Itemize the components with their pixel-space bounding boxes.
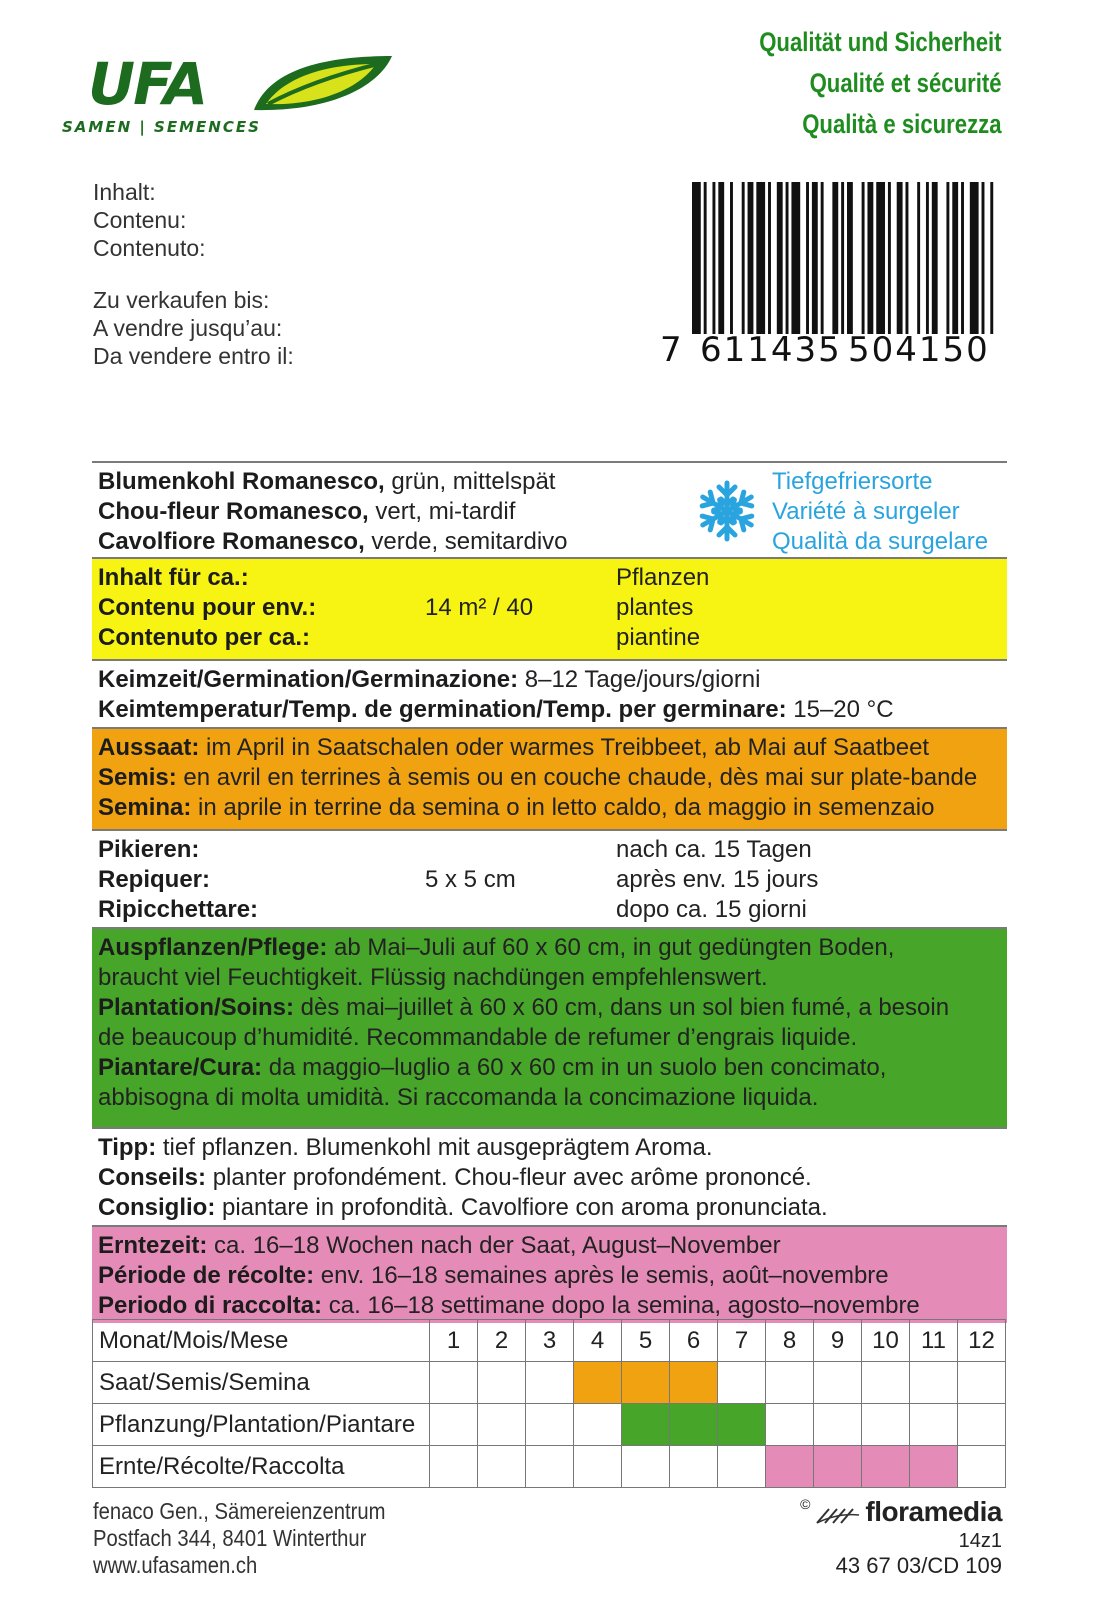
germination-time: Keimzeit/Germination/Germinazione: 8–12 Tage/jours/giorni xyxy=(98,666,761,693)
sell-by-it: Da vendere entro il: xyxy=(93,343,294,369)
month-1: 1 xyxy=(430,1320,478,1362)
calendar-cell-harvest-5 xyxy=(622,1446,670,1488)
tip-de: Tipp: tief pflanzen. Blumenkohl mit ausgeprägtem Aroma. xyxy=(98,1134,713,1161)
sowing-section xyxy=(92,727,1007,829)
barcode-bar xyxy=(841,182,844,334)
content-labels xyxy=(93,178,206,262)
tips-section xyxy=(92,1127,1007,1225)
barcode-bar xyxy=(768,182,771,334)
pricking-time-de: nach ca. 15 Tagen xyxy=(616,836,812,863)
calendar-cell-plant-12 xyxy=(958,1404,1006,1446)
product-title-section xyxy=(92,461,1007,557)
calendar-cell-plant-9 xyxy=(814,1404,862,1446)
frost-fr: Variété à surgeler xyxy=(772,498,960,525)
calendar-cell-harvest-7 xyxy=(718,1446,766,1488)
calendar-cell-sow-6 xyxy=(670,1362,718,1404)
tip-it: Consiglio: piantare in profondità. Cavolfiore con aroma pronunciata. xyxy=(98,1194,828,1221)
planting-de-2: braucht viel Feuchtigkeit. Flüssig nachdüngen empfehlenswert. xyxy=(98,964,768,991)
calendar-cell-sow-4 xyxy=(574,1362,622,1404)
calendar-cell-harvest-3 xyxy=(526,1446,574,1488)
month-4: 4 xyxy=(574,1320,622,1362)
barcode-bar xyxy=(926,182,929,334)
barcode-bar xyxy=(932,182,938,334)
content-label-de: Inhalt: xyxy=(93,179,156,205)
calendar-cell-plant-2 xyxy=(478,1404,526,1446)
calendar-cell-plant-1 xyxy=(430,1404,478,1446)
barcode-bar xyxy=(897,182,903,334)
barcode-bar xyxy=(812,182,818,334)
address-line-1: fenaco Gen., Sämereienzentrum xyxy=(93,1498,386,1524)
planting-fr-2: de beaucoup d’humidité. Recommandable de refumer d’engrais liquide. xyxy=(98,1024,858,1051)
calendar-cell-sow-5 xyxy=(622,1362,670,1404)
pricking-time-it: dopo ca. 15 giorni xyxy=(616,896,807,923)
month-11: 11 xyxy=(910,1320,958,1362)
barcode-bar xyxy=(982,182,985,334)
logo-subtitle: SAMEN | SEMENCES xyxy=(62,118,261,136)
pricking-label-de: Pikieren: xyxy=(98,836,200,863)
calendar-header-row xyxy=(93,1320,1006,1362)
month-10: 10 xyxy=(862,1320,910,1362)
floramedia-credit xyxy=(800,1496,1002,1579)
article-code: 43 67 03/CD 109 xyxy=(835,1553,1002,1578)
pricking-label-it: Ripicchettare: xyxy=(98,896,259,923)
calendar-cell-harvest-12 xyxy=(958,1446,1006,1488)
barcode-bar xyxy=(777,182,783,334)
content-label-it: Contenuto: xyxy=(93,235,206,261)
calendar-header-label: Monat/Mois/Mese xyxy=(93,1320,430,1362)
calendar-cell-plant-7 xyxy=(718,1404,766,1446)
product-line-it: Cavolfiore Romanesco, verde, semitardivo xyxy=(98,528,568,555)
month-7: 7 xyxy=(718,1320,766,1362)
content-amount-label-de: Inhalt für ca.: xyxy=(98,564,249,591)
ufa-logo xyxy=(58,50,358,140)
barcode-bar xyxy=(946,182,949,334)
harvest-it: Periodo di raccolta: ca. 16–18 settimane dopo la semina, agosto–novembre xyxy=(98,1292,920,1319)
barcode-bar xyxy=(961,182,964,334)
growing-calendar xyxy=(92,1319,1006,1488)
product-line-fr: Chou-fleur Romanesco, vert, mi-tardif xyxy=(98,498,516,525)
content-amount-label-fr: Contenu pour env.: xyxy=(98,594,317,621)
pricking-spacing: 5 x 5 cm xyxy=(425,866,516,893)
barcode-bar xyxy=(748,182,754,334)
snowflake-icon xyxy=(695,479,759,543)
barcode-first-digit: 7 xyxy=(660,330,682,370)
harvest-fr: Période de récolte: env. 16–18 semaines après le semis, août–novembre xyxy=(98,1262,889,1289)
calendar-cell-harvest-10 xyxy=(862,1446,910,1488)
calendar-cell-harvest-4 xyxy=(574,1446,622,1488)
month-8: 8 xyxy=(766,1320,814,1362)
barcode-bar xyxy=(786,182,789,334)
sell-by-fr: A vendre jusqu’au: xyxy=(93,315,283,341)
calendar-cell-harvest-2 xyxy=(478,1446,526,1488)
month-2: 2 xyxy=(478,1320,526,1362)
leaf-icon xyxy=(248,52,396,114)
pricking-section xyxy=(92,829,1007,927)
calendar-cell-sow-1 xyxy=(430,1362,478,1404)
tip-fr: Conseils: planter profondément. Chou-fleur avec arôme prononcé. xyxy=(98,1164,812,1191)
barcode-bar xyxy=(970,182,979,334)
harvest-section xyxy=(92,1225,1007,1323)
barcode-bar xyxy=(742,182,745,334)
calendar-row-plant xyxy=(93,1404,1006,1446)
calendar-cell-sow-12 xyxy=(958,1362,1006,1404)
barcode-bar xyxy=(990,182,993,334)
address-line-2: Postfach 344, 8401 Winterthur xyxy=(93,1525,367,1551)
calendar-cell-sow-9 xyxy=(814,1362,862,1404)
calendar-cell-plant-10 xyxy=(862,1404,910,1446)
calendar-cell-sow-10 xyxy=(862,1362,910,1404)
calendar-cell-harvest-1 xyxy=(430,1446,478,1488)
barcode-bar xyxy=(888,182,891,334)
barcode xyxy=(660,182,1005,372)
barcode-bar xyxy=(718,182,724,334)
frost-variety-text xyxy=(772,467,988,557)
copyright-symbol: © xyxy=(800,1496,811,1512)
barcode-bar xyxy=(847,182,853,334)
planting-it-2: abbisogna di molta umidità. Si raccomanda la concimazione liquida. xyxy=(98,1084,819,1111)
month-3: 3 xyxy=(526,1320,574,1362)
calendar-cell-plant-3 xyxy=(526,1404,574,1446)
calendar-row-label: Saat/Semis/Semina xyxy=(93,1362,430,1404)
quality-claim xyxy=(760,22,1002,145)
calendar-cell-harvest-8 xyxy=(766,1446,814,1488)
barcode-bar xyxy=(712,182,715,334)
barcode-left-digits: 611435 xyxy=(700,330,842,370)
sell-by-labels xyxy=(93,286,294,370)
product-line-de: Blumenkohl Romanesco, grün, mittelspät xyxy=(98,468,556,495)
barcode-bar xyxy=(806,182,809,334)
calendar-cell-plant-4 xyxy=(574,1404,622,1446)
barcode-bars xyxy=(692,182,1002,334)
calendar-cell-plant-6 xyxy=(670,1404,718,1446)
calendar-cell-sow-11 xyxy=(910,1362,958,1404)
publisher-address xyxy=(93,1498,386,1579)
month-5: 5 xyxy=(622,1320,670,1362)
logo-wordmark: UFA xyxy=(88,50,207,118)
month-6: 6 xyxy=(670,1320,718,1362)
barcode-bar xyxy=(791,182,800,334)
planting-care-section xyxy=(92,927,1007,1127)
barcode-bar xyxy=(905,182,908,334)
content-amount-value: 14 m² / 40 xyxy=(425,594,534,621)
barcode-bar xyxy=(952,182,958,334)
frost-it: Qualità da surgelare xyxy=(772,528,989,555)
pricking-label-fr: Repiquer: xyxy=(98,866,211,893)
barcode-right-digits: 504150 xyxy=(848,330,990,370)
content-label-fr: Contenu: xyxy=(93,207,187,233)
calendar-cell-sow-3 xyxy=(526,1362,574,1404)
barcode-bar xyxy=(730,182,733,334)
month-12: 12 xyxy=(958,1320,1006,1362)
website-link[interactable]: www.ufasamen.ch xyxy=(93,1552,258,1578)
germination-section xyxy=(92,659,1007,727)
calendar-cell-sow-2 xyxy=(478,1362,526,1404)
sowing-de: Aussaat: im April in Saatschalen oder warmes Treibbeet, ab Mai auf Saatbeet xyxy=(98,734,930,761)
content-amount-section xyxy=(92,557,1007,659)
calendar-cell-sow-7 xyxy=(718,1362,766,1404)
sowing-fr: Semis: en avril en terrines à semis ou en couche chaude, dès mai sur plate-bande xyxy=(98,764,978,791)
content-unit-it: piantine xyxy=(616,624,701,651)
content-amount-label-it: Contenuto per ca.: xyxy=(98,624,311,651)
barcode-bar xyxy=(917,182,920,334)
barcode-bar xyxy=(821,182,824,334)
barcode-bar xyxy=(876,182,885,334)
month-9: 9 xyxy=(814,1320,862,1362)
barcode-bar xyxy=(692,182,701,334)
pricking-time-fr: après env. 15 jours xyxy=(616,866,819,893)
calendar-row-harvest xyxy=(93,1446,1006,1488)
calendar-cell-plant-8 xyxy=(766,1404,814,1446)
calendar-cell-plant-5 xyxy=(622,1404,670,1446)
calendar-cell-harvest-6 xyxy=(670,1446,718,1488)
barcode-bar xyxy=(867,182,873,334)
barcode-bar xyxy=(862,182,865,334)
content-unit-fr: plantes xyxy=(616,594,694,621)
floramedia-logo-icon xyxy=(815,1507,861,1527)
harvest-de: Erntezeit: ca. 16–18 Wochen nach der Saat, August–November xyxy=(98,1232,781,1259)
calendar-cell-sow-8 xyxy=(766,1362,814,1404)
quality-de: Qualität und Sicherheit xyxy=(759,27,1002,57)
sowing-it: Semina: in aprile in terrine da semina o in letto caldo, da maggio in semenzaio xyxy=(98,794,935,821)
barcode-bar xyxy=(832,182,838,334)
print-code: 14z1 xyxy=(958,1530,1002,1552)
planting-fr-1: Plantation/Soins: dès mai–juillet à 60 x 60 cm, dans un sol bien fumé, a besoin xyxy=(98,994,950,1021)
barcode-bar xyxy=(756,182,765,334)
frost-de: Tiefgefriersorte xyxy=(772,468,933,495)
planting-de-1: Auspflanzen/Pflege: ab Mai–Juli auf 60 x 60 cm, in gut gedüngten Boden, xyxy=(98,934,895,961)
germination-temperature: Keimtemperatur/Temp. de germination/Temp. per germinare: 15–20 °C xyxy=(98,696,894,723)
content-unit-de: Pflanzen xyxy=(616,564,710,591)
calendar-row-label: Pflanzung/Plantation/Piantare xyxy=(93,1404,430,1446)
info-panel xyxy=(92,461,1007,1323)
calendar-cell-harvest-11 xyxy=(910,1446,958,1488)
planting-it-1: Piantare/Cura: da maggio–luglio a 60 x 60 cm in un suolo ben concimato, xyxy=(98,1054,887,1081)
calendar-row-label: Ernte/Récolte/Raccolta xyxy=(93,1446,430,1488)
calendar-cell-plant-11 xyxy=(910,1404,958,1446)
floramedia-wordmark: floramedia xyxy=(865,1496,1002,1527)
sell-by-de: Zu verkaufen bis: xyxy=(93,287,270,313)
quality-it: Qualità e sicurezza xyxy=(802,109,1002,139)
calendar-cell-harvest-9 xyxy=(814,1446,862,1488)
quality-fr: Qualité et sécurité xyxy=(810,68,1002,98)
calendar-row-sow xyxy=(93,1362,1006,1404)
barcode-bar xyxy=(704,182,707,334)
